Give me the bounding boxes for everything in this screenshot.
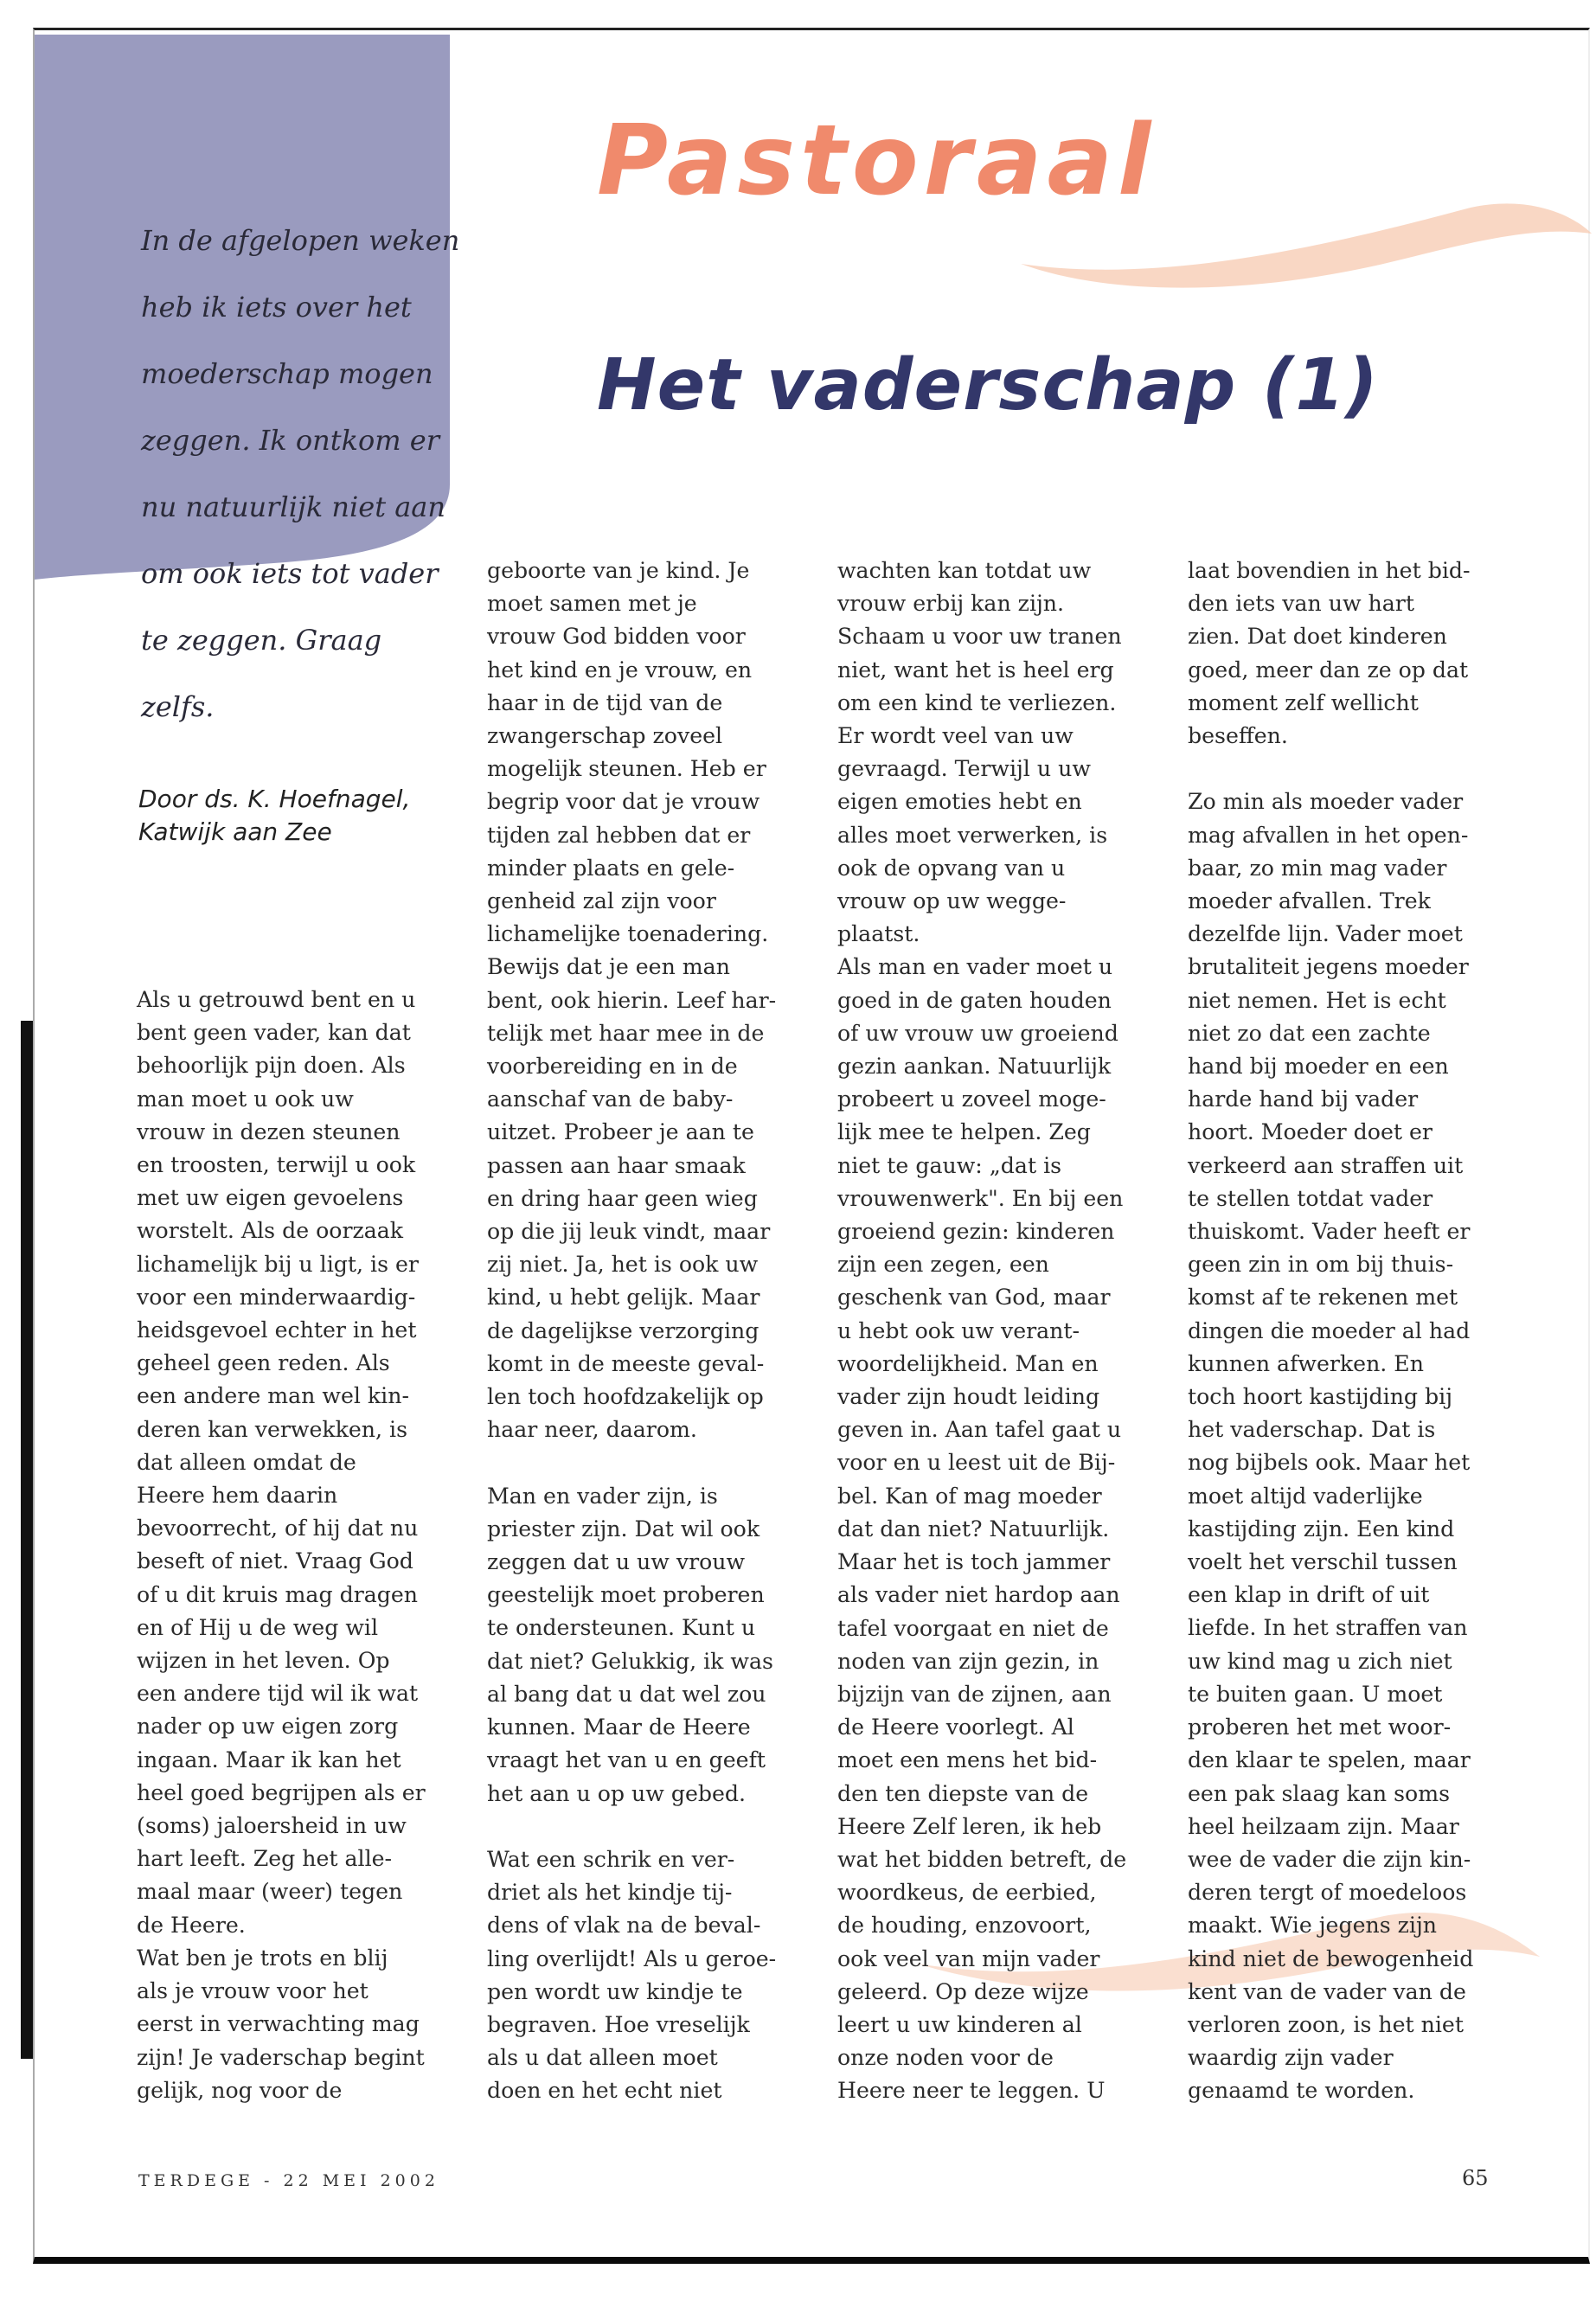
article-title: Het vaderschap (1) <box>597 344 1379 426</box>
body-line: deren tergt of moedeloos <box>1188 1880 1467 1906</box>
body-line: mag afvallen in het open- <box>1188 822 1469 848</box>
body-line: Maar het is toch jammer <box>837 1549 1111 1575</box>
body-line: wee de vader die zijn kin- <box>1188 1846 1471 1872</box>
body-line: maal maar (weer) tegen <box>137 1879 403 1905</box>
body-line: bent, ook hierin. Leef har- <box>487 987 777 1013</box>
body-line: moet een mens het bid- <box>837 1747 1098 1773</box>
paragraph-gap <box>487 1811 807 1843</box>
byline-location: Katwijk aan Zee <box>138 817 332 846</box>
body-line: al bang dat u dat wel zou <box>487 1681 766 1707</box>
body-line: genheid zal zijn voor <box>487 888 716 914</box>
body-line: onze noden voor de <box>837 2045 1054 2071</box>
body-line: geen zin in om bij thuis- <box>1188 1252 1454 1278</box>
body-line: deren kan verwekken, is <box>137 1416 407 1442</box>
body-line: niet zo dat een zachte <box>1188 1020 1431 1046</box>
intro-line: te zeggen. Graag zelfs. <box>141 624 382 723</box>
body-line: den klaar te spelen, maar <box>1188 1747 1471 1773</box>
footer-publication: TERDEGE - 22 MEI 2002 <box>138 2171 439 2190</box>
body-line: probeert u zoveel moge- <box>837 1086 1106 1112</box>
body-line: bijzijn van de zijnen, aan <box>837 1681 1112 1707</box>
body-line: Heere hem daarin <box>137 1483 338 1509</box>
body-line: lijk mee te helpen. Zeg <box>837 1119 1091 1145</box>
body-line: te buiten gaan. U moet <box>1188 1681 1443 1707</box>
body-line: kastijding zijn. Een kind <box>1188 1516 1455 1541</box>
body-line: dat alleen omdat de <box>137 1449 356 1475</box>
body-line: als u dat alleen moet <box>487 2045 718 2071</box>
body-line: Schaam u voor uw tranen <box>837 624 1122 650</box>
body-line: dezelfde lijn. Vader moet <box>1188 921 1463 947</box>
body-line: vrouwenwerk". En bij een <box>837 1185 1124 1211</box>
body-line: niet nemen. Het is echt <box>1188 987 1446 1013</box>
body-line: ook de opvang van u <box>837 855 1066 881</box>
body-line: begrip voor dat je vrouw <box>487 789 760 815</box>
body-line: dat niet? Gelukkig, ik was <box>487 1648 773 1674</box>
body-line: zijn een zegen, een <box>837 1252 1049 1278</box>
body-line: aanschaf van de baby- <box>487 1086 734 1112</box>
body-line: Wat een schrik en ver- <box>487 1846 735 1872</box>
body-line: en troosten, terwijl u ook <box>137 1152 416 1178</box>
intro-quote <box>141 208 461 740</box>
body-line: zeggen dat u uw vrouw <box>487 1549 746 1575</box>
body-line: zijn! Je vaderschap begint <box>137 2044 425 2070</box>
body-line: moet altijd vaderlijke <box>1188 1483 1423 1509</box>
body-line: het vaderschap. Dat is <box>1188 1417 1436 1443</box>
body-line: kunnen afwerken. En <box>1188 1350 1424 1376</box>
body-line: genaamd te worden. <box>1188 2078 1415 2104</box>
body-line: het kind en je vrouw, en <box>487 657 753 683</box>
body-line: heel goed begrijpen als er <box>137 1779 426 1805</box>
body-line: geheel geen reden. Als <box>137 1350 390 1376</box>
body-line: doen en het echt niet <box>487 2078 722 2104</box>
body-line: bevoorrecht, of hij dat nu <box>137 1516 419 1541</box>
body-line: beseffen. <box>1188 723 1288 749</box>
body-line: passen aan haar smaak <box>487 1152 746 1178</box>
body-line: man moet u ook uw <box>137 1086 354 1112</box>
body-line: vrouw erbij kan zijn. <box>837 591 1065 617</box>
body-line: of u dit kruis mag dragen <box>137 1581 419 1607</box>
body-line: zien. Dat doet kinderen <box>1188 624 1447 650</box>
byline <box>138 783 450 849</box>
body-line: mogelijk steunen. Heb er <box>487 756 766 782</box>
body-line: woordkeus, de eerbied, <box>837 1880 1097 1906</box>
body-line: uitzet. Probeer je aan te <box>487 1119 754 1145</box>
body-line: ingaan. Maar ik kan het <box>137 1747 401 1772</box>
body-line: komst af te rekenen met <box>1188 1285 1458 1311</box>
body-line: op die jij leuk vindt, maar <box>487 1219 771 1245</box>
body-line: Zo min als moeder vader <box>1188 789 1464 815</box>
body-line: behoorlijk pijn doen. Als <box>137 1053 406 1079</box>
body-line: hand bij moeder en een <box>1188 1054 1449 1080</box>
body-line: Er wordt veel van uw <box>837 723 1074 749</box>
paragraph-gap <box>1188 753 1508 785</box>
body-line: goed, meer dan ze op dat <box>1188 657 1469 683</box>
body-line: geboorte van je kind. Je <box>487 558 750 583</box>
body-line: haar in de tijd van de <box>487 689 723 715</box>
body-line: den iets van uw hart <box>1188 591 1414 617</box>
body-line: harde hand bij vader <box>1188 1086 1419 1112</box>
body-line: gelijk, nog voor de <box>137 2077 343 2103</box>
body-line: komt in de meeste geval- <box>487 1350 765 1376</box>
body-line: de Heere voorlegt. Al <box>837 1715 1074 1740</box>
body-line: nader op uw eigen zorg <box>137 1714 399 1740</box>
page-number: 65 <box>1462 2166 1489 2190</box>
body-line: met uw eigen gevoelens <box>137 1185 404 1211</box>
body-line: Heere Zelf leren, ik heb <box>837 1813 1102 1839</box>
body-line: kent van de vader van de <box>1188 1978 1466 2004</box>
body-line: bent geen vader, kan dat <box>137 1020 411 1046</box>
body-line: verloren zoon, is het niet <box>1188 2011 1464 2037</box>
body-line: om een kind te verliezen. <box>837 689 1117 715</box>
body-line: worstelt. Als de oorzaak <box>137 1218 404 1244</box>
body-line: pen wordt uw kindje te <box>487 1978 743 2004</box>
body-line: waardig zijn vader <box>1188 2045 1394 2071</box>
body-line: als je vrouw voor het <box>137 1978 369 2004</box>
body-column-1 <box>137 984 457 2107</box>
body-line: kind, u hebt gelijk. Maar <box>487 1285 760 1311</box>
body-line: geestelijk moet proberen <box>487 1582 765 1608</box>
intro-line: moederschap mogen <box>141 357 433 390</box>
body-line: beseft of niet. Vraag God <box>137 1548 413 1574</box>
body-line: zij niet. Ja, het is ook uw <box>487 1252 759 1278</box>
body-line: hoort. Moeder doet er <box>1188 1119 1433 1145</box>
body-line: en dring haar geen wieg <box>487 1185 758 1211</box>
body-line: dat dan niet? Natuurlijk. <box>837 1516 1110 1541</box>
body-line: een klap in drift of uit <box>1188 1582 1430 1608</box>
body-line: Bewijs dat je een man <box>487 954 730 980</box>
body-line: leert u uw kinderen al <box>837 2011 1082 2037</box>
body-line: heel heilzaam zijn. Maar <box>1188 1813 1459 1839</box>
body-line: hart leeft. Zeg het alle- <box>137 1846 393 1872</box>
body-line: vraagt het van u en geeft <box>487 1747 766 1773</box>
body-line: vrouw in dezen steunen <box>137 1118 401 1144</box>
body-line: Wat ben je trots en blij <box>137 1945 388 1971</box>
body-line: een andere tijd wil ik wat <box>137 1681 419 1707</box>
body-line: Heere neer te leggen. U <box>837 2078 1106 2104</box>
body-line: als vader niet hardop aan <box>837 1582 1120 1608</box>
body-line: liefde. In het straffen van <box>1188 1615 1468 1641</box>
body-line: vader zijn houdt leiding <box>837 1384 1100 1410</box>
body-line: voelt het verschil tussen <box>1188 1549 1458 1575</box>
body-line: dens of vlak na de beval- <box>487 1913 761 1939</box>
body-line: zwangerschap zoveel <box>487 723 723 749</box>
body-line: alles moet verwerken, is <box>837 822 1108 848</box>
body-line: proberen het met woor- <box>1188 1715 1452 1740</box>
body-line: en of Hij u de weg wil <box>137 1614 378 1640</box>
body-line: voorbereiding en in de <box>487 1054 738 1080</box>
body-line: de houding, enzovoort, <box>837 1913 1092 1939</box>
body-line: uw kind mag u zich niet <box>1188 1648 1452 1674</box>
body-line: Man en vader zijn, is <box>487 1483 718 1509</box>
body-line: geven in. Aan tafel gaat u <box>837 1417 1122 1443</box>
body-line: verkeerd aan straffen uit <box>1188 1152 1464 1178</box>
body-column-4 <box>1188 554 1508 2108</box>
body-line: voor en u leest uit de Bij- <box>837 1450 1116 1476</box>
body-line: gezin aankan. Natuurlijk <box>837 1054 1112 1080</box>
body-line: noden van zijn gezin, in <box>837 1648 1099 1674</box>
body-line: bel. Kan of mag moeder <box>837 1483 1102 1509</box>
body-line: den ten diepste van de <box>837 1780 1089 1806</box>
body-line: plaatst. <box>837 921 920 947</box>
body-line: geleerd. Op deze wijze <box>837 1978 1089 2004</box>
body-line: eerst in verwachting mag <box>137 2011 420 2037</box>
body-line: Als man en vader moet u <box>837 954 1113 980</box>
body-line: lichamelijk bij u ligt, is er <box>137 1251 419 1277</box>
body-line: ook veel van mijn vader <box>837 1945 1100 1971</box>
body-line: Als u getrouwd bent en u <box>137 987 416 1012</box>
body-line: haar neer, daarom. <box>487 1417 697 1443</box>
body-line: len toch hoofdzakelijk op <box>487 1384 764 1410</box>
body-line: wat het bidden betreft, de <box>837 1846 1127 1872</box>
body-line: te stellen totdat vader <box>1188 1185 1433 1211</box>
body-line: te ondersteunen. Kunt u <box>487 1615 756 1641</box>
intro-line: zeggen. Ik ontkom er <box>141 424 439 457</box>
body-line: geschenk van God, maar <box>837 1285 1111 1311</box>
intro-line: heb ik iets over het <box>141 291 412 324</box>
body-line: vrouw op uw wegge- <box>837 888 1067 914</box>
body-line: tijden zal hebben dat er <box>487 822 751 848</box>
body-line: niet, want het is heel erg <box>837 657 1114 683</box>
body-line: heidsgevoel echter in het <box>137 1317 417 1343</box>
body-line: moment zelf wellicht <box>1188 689 1419 715</box>
body-line: voor een minderwaardig- <box>137 1284 416 1310</box>
body-line: kind niet de bewogenheid <box>1188 1945 1474 1971</box>
body-line: kunnen. Maar de Heere <box>487 1715 751 1740</box>
body-line: nog bijbels ook. Maar het <box>1188 1450 1471 1476</box>
body-line: eigen emoties hebt en <box>837 789 1082 815</box>
body-line: minder plaats en gele- <box>487 855 735 881</box>
body-line: begraven. Hoe vreselijk <box>487 2011 750 2037</box>
body-line: thuiskomt. Vader heeft er <box>1188 1219 1471 1245</box>
body-line: of uw vrouw uw groeiend <box>837 1020 1118 1046</box>
body-line: driet als het kindje tij- <box>487 1880 733 1906</box>
intro-line: In de afgelopen weken <box>141 224 460 257</box>
intro-line: nu natuurlijk niet aan <box>141 490 445 523</box>
byline-author: Door ds. K. Hoefnagel, <box>138 785 411 813</box>
body-line: lichamelijke toenadering. <box>487 921 769 947</box>
body-line: moet samen met je <box>487 591 697 617</box>
paragraph-gap <box>487 1446 807 1479</box>
body-line: woordelijkheid. Man en <box>837 1350 1099 1376</box>
category-title: Pastoraal <box>597 105 1157 217</box>
body-line: vrouw God bidden voor <box>487 624 746 650</box>
body-line: telijk met haar mee in de <box>487 1020 765 1046</box>
body-line: dingen die moeder al had <box>1188 1317 1471 1343</box>
body-line: moeder afvallen. Trek <box>1188 888 1431 914</box>
body-line: u hebt ook uw verant- <box>837 1317 1080 1343</box>
body-line: brutaliteit jegens moeder <box>1188 954 1469 980</box>
body-line: gevraagd. Terwijl u uw <box>837 756 1091 782</box>
body-line: wijzen in het leven. Op <box>137 1648 390 1674</box>
body-line: baar, zo min mag vader <box>1188 855 1447 881</box>
body-line: tafel voorgaat en niet de <box>837 1615 1109 1641</box>
body-line: goed in de gaten houden <box>837 987 1112 1013</box>
body-line: laat bovendien in het bid- <box>1188 558 1471 583</box>
body-line: een pak slaag kan soms <box>1188 1780 1451 1806</box>
body-line: het aan u op uw gebed. <box>487 1780 747 1806</box>
body-line: ling overlijdt! Als u geroe- <box>487 1945 777 1971</box>
body-line: toch hoort kastijding bij <box>1188 1384 1453 1410</box>
body-line: wachten kan totdat uw <box>837 558 1092 583</box>
intro-line: om ook iets tot vader <box>141 557 439 590</box>
body-line: (soms) jaloersheid in uw <box>137 1813 407 1839</box>
body-line: maakt. Wie jegens zijn <box>1188 1913 1437 1939</box>
body-line: niet te gauw: „dat is <box>837 1152 1062 1178</box>
body-line: de Heere. <box>137 1912 246 1938</box>
body-line: priester zijn. Dat wil ook <box>487 1516 760 1541</box>
body-line: groeiend gezin: kinderen <box>837 1219 1115 1245</box>
body-column-3 <box>837 554 1157 2108</box>
body-column-2 <box>487 554 807 2108</box>
body-line: een andere man wel kin- <box>137 1383 409 1409</box>
body-line: de dagelijkse verzorging <box>487 1317 760 1343</box>
